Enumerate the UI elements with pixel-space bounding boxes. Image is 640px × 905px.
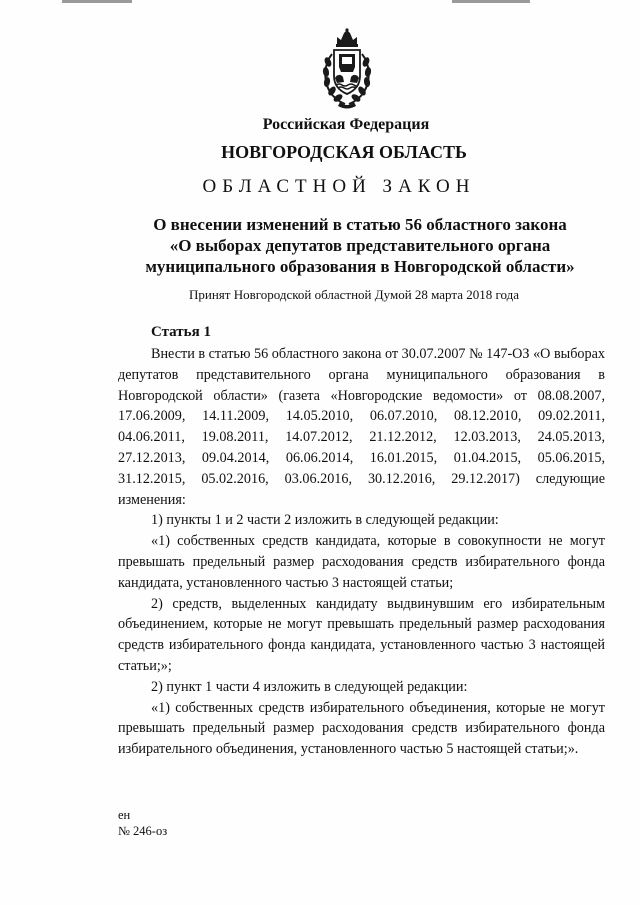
body-paragraph: «1) собственных средств избирательного объединения, которые не могут превышать предельный размер расходования средств избирательного фонда избирательного объединения, установленного частью 5 настоящей статьи;».	[118, 699, 605, 758]
law-title	[100, 214, 620, 277]
article-body	[118, 344, 605, 760]
footer-reference	[118, 807, 167, 839]
body-paragraph: Внести в статью 56 областного закона от 30.07.2007 № 147-ОЗ «О выборах депутатов представительного органа муниципального образования в Новгородской области» (газета «Новгородские ведомости» от 08.08.2007, 17.06.2009, 14.11.2009, 14.05.2010, 06.07.2010, 08.12.2010, 09.02.2011, 04.06.2011, 19.08.2011, 14.07.2012, 21.12.2012, 12.03.2013, 24.05.2013, 27.12.2013, 09.04.2014, 06.06.2014, 16.01.2015, 01.04.2015, 05.06.2015, 31.12.2015, 05.02.2016, 03.06.2016, 30.12.2016, 29.12.2017) следующие изменения:	[118, 346, 605, 508]
law-title-line: «О выборах депутатов представительного органа	[169, 236, 551, 255]
region-heading: НОВГОРОДСКАЯ ОБЛАСТЬ	[221, 142, 467, 162]
body-paragraph: 1) пункты 1 и 2 части 2 изложить в следующей редакции:	[151, 512, 499, 529]
scan-edge-mark	[452, 0, 530, 3]
law-number: № 246-оз	[118, 824, 168, 838]
law-title-line: муниципального образования в Новгородской области»	[145, 257, 575, 276]
article-heading: Статья 1	[151, 324, 211, 340]
scan-edge-mark	[62, 0, 132, 3]
coat-of-arms-icon	[318, 28, 376, 110]
federation-heading: Российская Федерация	[262, 116, 430, 133]
law-kind-heading: ОБЛАСТНОЙ ЗАКОН	[202, 176, 476, 197]
body-paragraph: 2) пункт 1 части 4 изложить в следующей редакции:	[151, 678, 468, 695]
law-title-line: О внесении изменений в статью 56 областного закона	[153, 215, 567, 234]
body-paragraph: «1) собственных средств кандидата, которые в совокупности не могут превышать предельный размер расходования средств избирательного фонда кандидата, установленного частью 3 настоящей статьи;	[118, 533, 605, 591]
author-initials: ен	[118, 808, 131, 822]
adoption-note: Принят Новгородской областной Думой 28 марта 2018 года	[188, 287, 520, 302]
body-paragraph: 2) средств, выделенных кандидату выдвинувшим его избирательным объединением, которые не могут превышать предельный размер расходования средств избирательного фонда кандидата, установленного частью 3 настоящей статьи;»;	[118, 595, 605, 674]
